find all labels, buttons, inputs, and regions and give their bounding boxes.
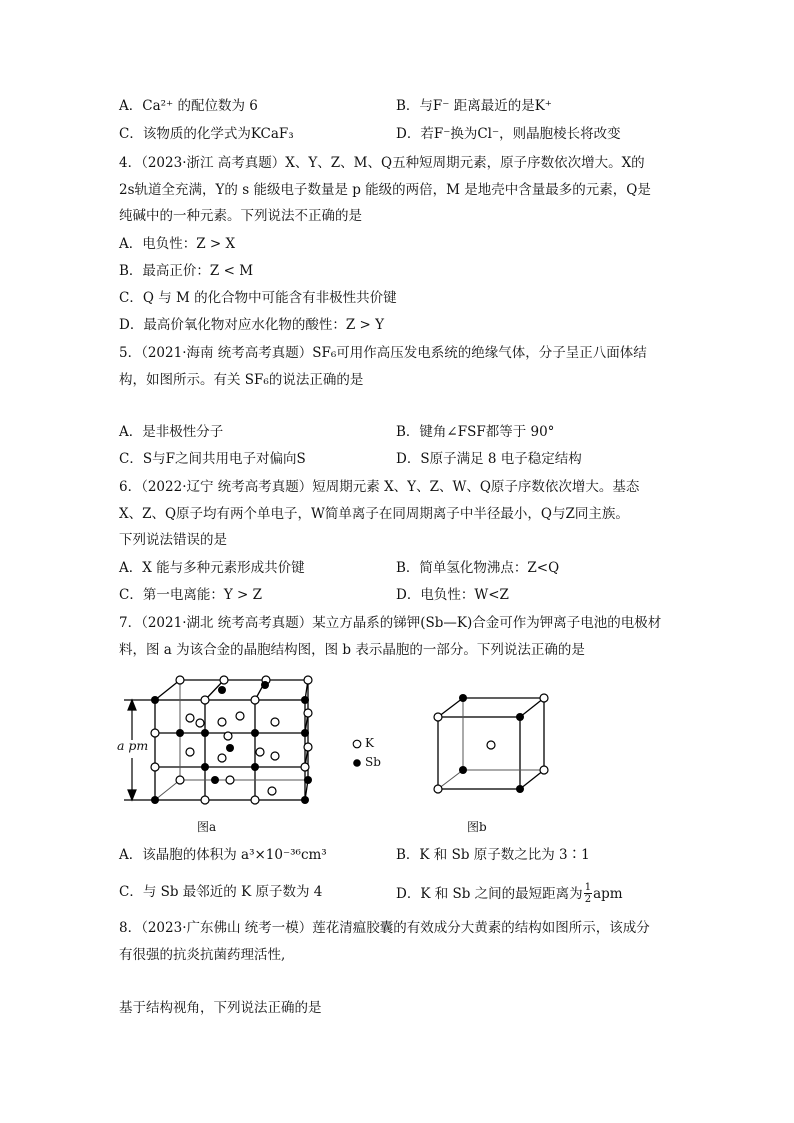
q5-stem-line1: 5．（2021·海南 统考高考真题）SF₆可用作高压发电系统的绝缘气体，分子呈正八面体结	[119, 345, 647, 361]
q4-option-d: D．最高价氧化物对应水化物的酸性：Z > Y	[119, 317, 385, 333]
q4-option-a: A．电负性：Z > X	[119, 236, 236, 252]
q4-option-b: B．最高正价：Z < M	[119, 263, 254, 279]
q3-option-d: D．若F⁻换为Cl⁻，则晶胞棱长将改变	[396, 126, 621, 142]
legend-markers	[350, 737, 364, 771]
q8-stem-line3: 基于结构视角，下列说法正确的是	[119, 1000, 322, 1016]
q7-option-d	[396, 882, 623, 905]
legend-sb-label: Sb	[365, 755, 381, 769]
q5-option-a: A．是非极性分子	[119, 424, 224, 440]
fraction-numerator: 1	[584, 882, 592, 893]
q6-option-d: D．电负性：W<Z	[396, 587, 509, 603]
q7-option-d-suffix: apm	[593, 885, 623, 902]
q4-stem-line3: 纯碱中的一种元素。下列说法不正确的是	[119, 208, 362, 224]
q4-stem-line2: 2s轨道全充满，Y的 s 能级电子数量是 p 能级的两倍，M 是地壳中含量最多的元素，Q是	[119, 182, 651, 198]
q8-stem-line2: 有很强的抗炎抗菌药理活性,	[119, 947, 286, 963]
q6-stem-line1: 6．（2022·辽宁 统考高考真题）短周期元素 X、Y、Z、W、Q原子序数依次增大。基态	[119, 479, 640, 495]
q4-stem-line1: 4．（2023·浙江 高考真题）X、Y、Z、M、Q五种短周期元素，原子序数依次增大。X的	[119, 155, 645, 171]
q5-stem-line2: 构，如图所示。有关 SF₆的说法正确的是	[119, 372, 364, 388]
q3-option-b: B．与F⁻ 距离最近的是K⁺	[396, 98, 552, 114]
q5-option-b: B．键角∠FSF都等于 90°	[396, 424, 555, 440]
q8-stem-line1: 8．（2023·广东佛山 统考一模）莲花清瘟胶囊的有效成分大黄素的结构如图所示，该成分	[119, 920, 650, 936]
q6-option-b: B．简单氢化物沸点：Z<Q	[396, 560, 560, 576]
q7-stem-line2: 料，图 a 为该合金的晶胞结构图，图 b 表示晶胞的一部分。下列说法正确的是	[119, 642, 585, 658]
q7-option-d-prefix: D．K 和 Sb 之间的最短距离为	[396, 885, 583, 902]
figure-a-caption: 图a	[197, 820, 217, 834]
q7-option-c: C．与 Sb 最邻近的 K 原子数为 4	[119, 884, 323, 900]
dimension-label: a pm	[117, 738, 149, 753]
q6-option-a: A．X 能与多种元素形成共价键	[119, 560, 305, 576]
q5-option-c: C．S与F之间共用电子对偏向S	[119, 451, 306, 467]
q3-option-a: A．Ca²⁺ 的配位数为 6	[119, 98, 258, 114]
q6-stem-line2: X、Z、Q原子均有两个单电子，W简单离子在同周期离子中半径最小，Q与Z同主族。	[119, 506, 629, 522]
q6-option-c: C．第一电离能：Y > Z	[119, 587, 263, 603]
q7-option-b: B．K 和 Sb 原子数之比为 3∶1	[396, 847, 590, 863]
q7-stem-line1: 7．（2021·湖北 统考高考真题）某立方晶系的锑钾(Sb—K)合金可作为钾离子电池的电极材	[119, 615, 662, 631]
q6-stem-line3: 下列说法错误的是	[119, 532, 227, 548]
crystal-cell-figure-b	[430, 690, 550, 800]
q4-option-c: C．Q 与 M 的化合物中可能含有非极性共价键	[119, 290, 397, 306]
figure-b-caption: 图b	[467, 820, 487, 834]
q5-option-d: D．S原子满足 8 电子稳定结构	[396, 451, 582, 467]
q7-option-a: A．该晶胞的体积为 a³×10⁻³⁶cm³	[119, 847, 327, 863]
fraction-denominator: 2	[584, 894, 592, 905]
q3-option-c: C．该物质的化学式为KCaF₃	[119, 126, 294, 142]
fraction-one-half	[584, 882, 592, 905]
legend-k-label: K	[365, 736, 374, 750]
